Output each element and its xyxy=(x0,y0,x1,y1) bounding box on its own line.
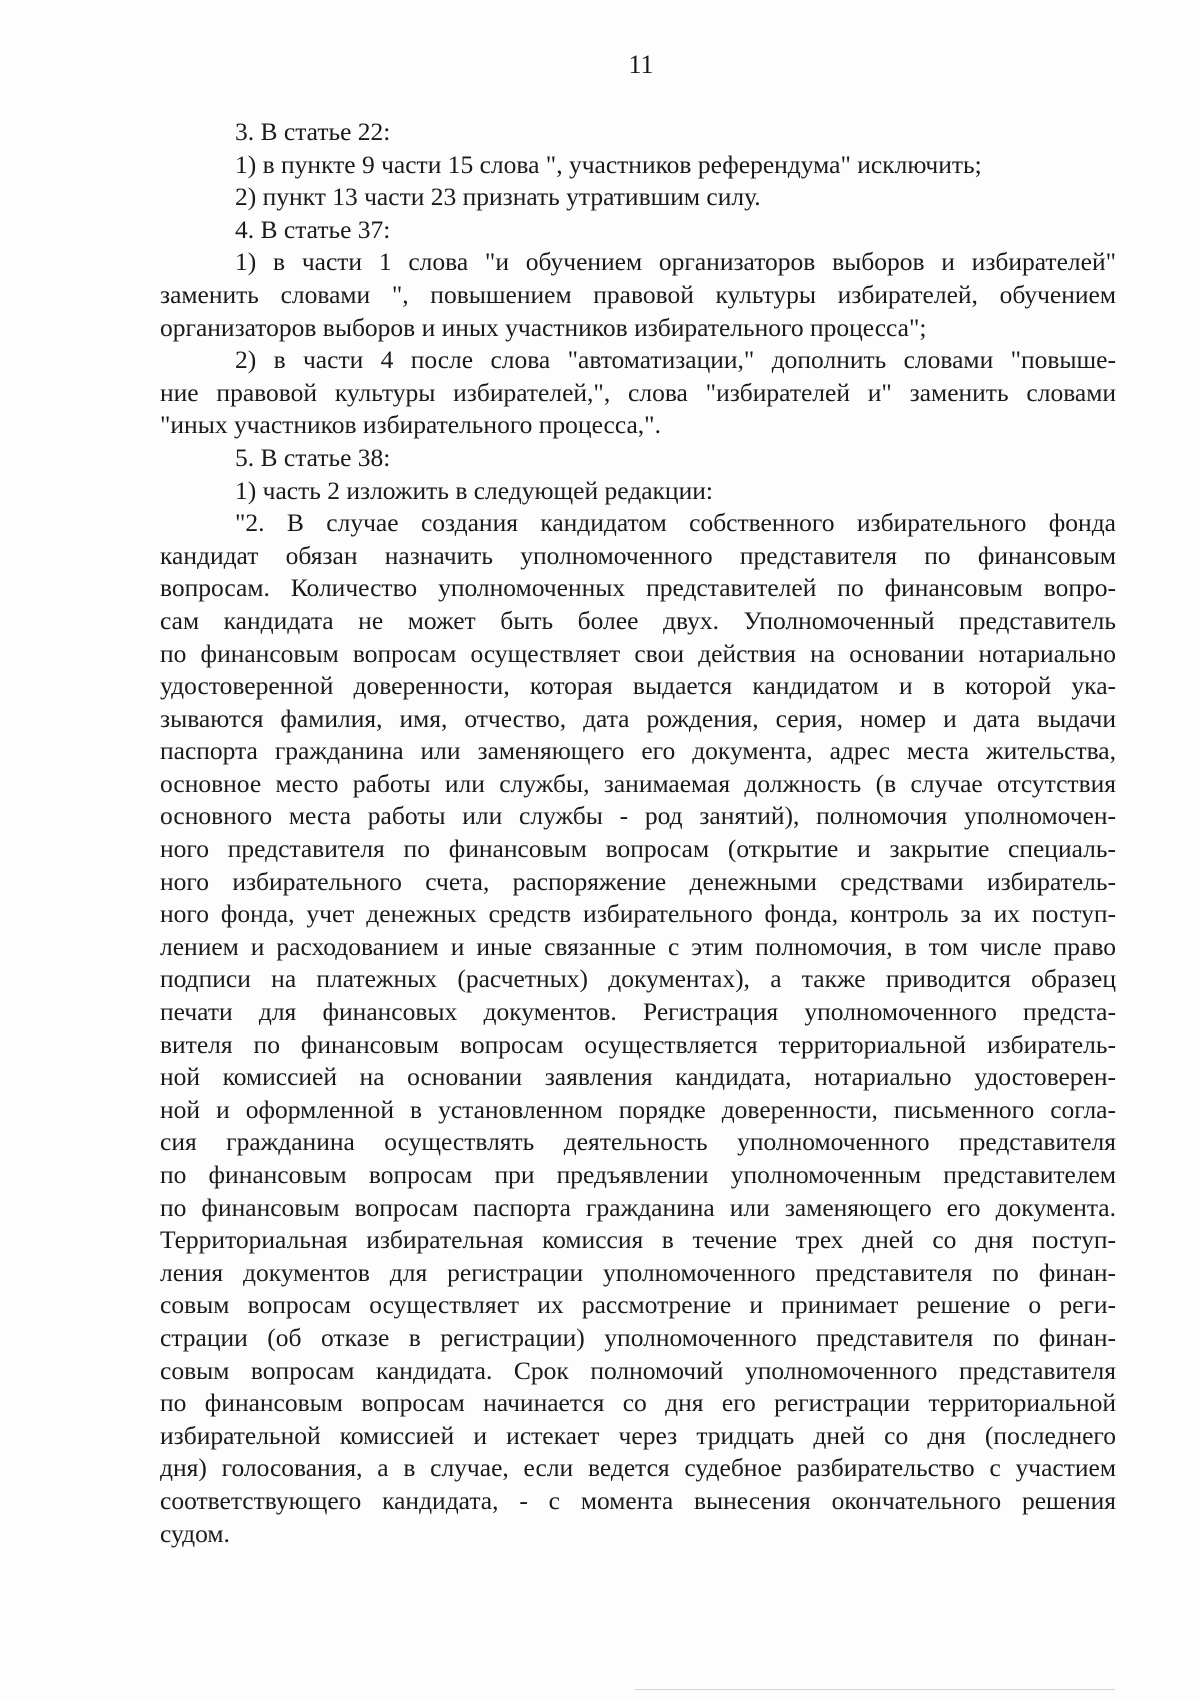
text-line: соответствующего кандидата, - с момента вынесения окончательного решения xyxy=(160,1485,1116,1515)
text-line: основного места работы или службы - род занятий), полномочия уполномочен- xyxy=(160,801,1116,831)
text-line: ние правовой культуры избирателей,", слова "избирателей и" заменить словами xyxy=(160,377,1116,407)
text-line: по финансовым вопросам начинается со дня его регистрации территориальной xyxy=(160,1388,1116,1418)
text-line: кандидат обязан назначить уполномоченного представителя по финансовым xyxy=(160,540,1116,570)
scan-edge-line xyxy=(635,1689,1115,1690)
text-line: избирательной комиссией и истекает через тридцать дней со дня (последнего xyxy=(160,1420,1116,1450)
text-line: страции (об отказе в регистрации) уполномоченного представителя по финан- xyxy=(160,1322,1116,1352)
text-line: по финансовым вопросам при предъявлении уполномоченным представителем xyxy=(160,1160,1116,1189)
text-line: 2) пункт 13 части 23 признать утратившим силу. xyxy=(235,182,761,212)
text-line: сам кандидата не может быть более двух. Уполномоченный представитель xyxy=(160,605,1116,635)
text-line: ной комиссией на основании заявления кандидата, нотариально удостоверен- xyxy=(160,1062,1116,1092)
page-number: 11 xyxy=(628,50,654,79)
text-line: вопросам. Количество уполномоченных представителей по финансовым вопро- xyxy=(160,573,1116,603)
text-line: удостоверенной доверенности, которая выдается кандидатом и в которой ука- xyxy=(160,671,1116,701)
text-line: подписи на платежных (расчетных) документах), а также приводится образец xyxy=(160,964,1116,994)
text-line: судом. xyxy=(160,1518,230,1548)
text-line: "2. В случае создания кандидатом собственного избирательного фонда xyxy=(235,508,1116,538)
text-line: 3. В статье 22: xyxy=(235,117,391,146)
text-line: дня) голосования, а в случае, если ведется судебное разбирательство с участием xyxy=(160,1453,1116,1483)
text-line: печати для финансовых документов. Регистрация уполномоченного предста- xyxy=(160,997,1116,1027)
text-line: Территориальная избирательная комиссия в течение трех дней со дня поступ- xyxy=(160,1225,1116,1255)
text-line: совым вопросам кандидата. Срок полномочий уполномоченного представителя xyxy=(160,1355,1116,1385)
text-line: паспорта гражданина или заменяющего его документа, адрес места жительства, xyxy=(160,736,1116,766)
text-line: "иных участников избирательного процесса,". xyxy=(160,410,661,440)
text-line: совым вопросам осуществляет их рассмотрение и принимает решение о реги- xyxy=(160,1290,1116,1320)
text-line: вителя по финансовым вопросам осуществляется территориальной избиратель- xyxy=(160,1029,1116,1059)
text-line: 1) в части 1 слова "и обучением организаторов выборов и избирателей" xyxy=(235,247,1116,277)
text-line: по финансовым вопросам осуществляет свои действия на основании нотариально xyxy=(160,638,1116,668)
text-line: основное место работы или службы, занимаемая должность (в случае отсутствия xyxy=(160,768,1116,798)
text-line: лением и расходованием и иные связанные с этим полномочия, в том числе право xyxy=(160,931,1116,961)
text-line: 5. В статье 38: xyxy=(235,442,391,472)
text-line: ления документов для регистрации уполномоченного представителя по финан- xyxy=(160,1257,1116,1287)
document-body xyxy=(160,116,1116,1550)
text-line: организаторов выборов и иных участников избирательного процесса"; xyxy=(160,312,927,342)
text-line: ного фонда, учет денежных средств избирательного фонда, контроль за их поступ- xyxy=(160,899,1116,929)
text-line: ного избирательного счета, распоряжение денежными средствами избиратель- xyxy=(160,866,1116,896)
text-line: 1) часть 2 изложить в следующей редакции: xyxy=(235,475,713,505)
text-line: 4. В статье 37: xyxy=(235,214,391,244)
text-line: 2) в части 4 после слова "автоматизации," дополнить словами "повыше- xyxy=(235,345,1116,375)
text-line: по финансовым вопросам паспорта гражданина или заменяющего его документа. xyxy=(160,1192,1116,1222)
text-line: сия гражданина осуществлять деятельность уполномоченного представителя xyxy=(160,1127,1116,1157)
text-line: 1) в пункте 9 части 15 слова ", участников референдума" исключить; xyxy=(235,149,982,179)
text-line: заменить словами ", повышением правовой культуры избирателей, обучением xyxy=(160,279,1116,309)
text-line: ного представителя по финансовым вопросам (открытие и закрытие специаль- xyxy=(160,834,1116,864)
text-line: зываются фамилия, имя, отчество, дата рождения, серия, номер и дата выдачи xyxy=(160,703,1116,733)
text-line: ной и оформленной в установленном порядке доверенности, письменного согла- xyxy=(160,1094,1116,1124)
